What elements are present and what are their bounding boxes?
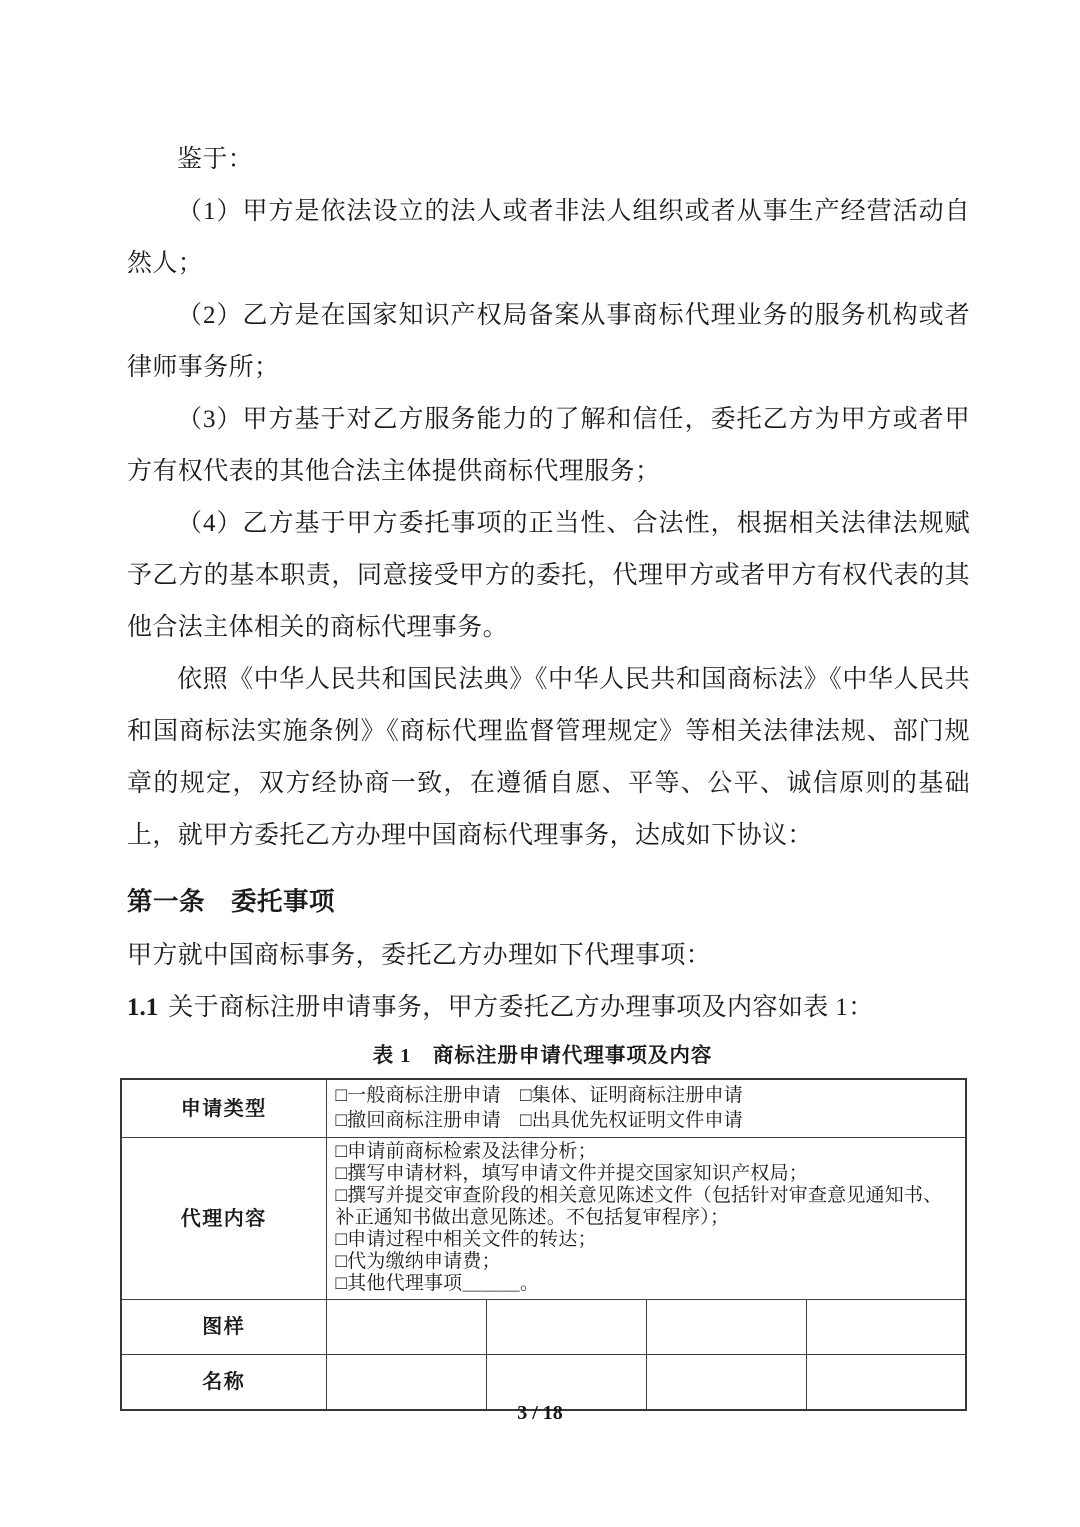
agency-content-items <box>326 1138 966 1300</box>
specimen-cell-2 <box>486 1300 646 1355</box>
row-agency-content <box>121 1138 966 1300</box>
agency-content-item-1: □申请前商标检索及法律分析； <box>335 1141 597 1162</box>
whereas-clause: 鉴于： <box>177 146 254 173</box>
specimen-label: 图样 <box>121 1300 326 1355</box>
clause-1-1 <box>127 982 970 1034</box>
recital-1: （1）甲方是依法设立的法人或者非法人组织或者从事生产经营活动自然人； <box>127 198 970 277</box>
specimen-cell-3 <box>646 1300 806 1355</box>
agency-content-item-2: □撰写申请材料，填写申请文件并提交国家知识产权局； <box>335 1163 808 1184</box>
application-type-label: 申请类型 <box>121 1079 326 1138</box>
recital-4: （4）乙方基于甲方委托事项的正当性、合法性，根据相关法律法规赋予乙方的基本职责，同意接受甲方的委托，代理甲方或者甲方有权代表的其他合法主体相关的商标代理事务。 <box>127 510 970 641</box>
entrustment-intro: 甲方就中国商标事务，委托乙方办理如下代理事项： <box>127 942 712 969</box>
application-type-options <box>326 1079 966 1138</box>
agency-content-item-3: □撰写并提交审查阶段的相关意见陈述文件（包括针对审查意见通知书、补正通知书做出意见陈述。不包括复审程序）； <box>335 1185 943 1228</box>
trademark-application-table <box>120 1078 967 1411</box>
document-body <box>127 134 970 1411</box>
row-application-type <box>121 1079 966 1138</box>
clause-1-1-number: 1.1 <box>127 994 159 1021</box>
clause-1-1-text: 关于商标注册申请事务，甲方委托乙方办理事项及内容如表 1： <box>168 994 874 1021</box>
article-1-heading: 第一条 委托事项 <box>127 887 336 916</box>
agency-content-item-6: □其他代理事项＿＿＿。 <box>335 1273 540 1294</box>
application-type-options-line-1: □一般商标注册申请 □集体、证明商标注册申请 <box>335 1085 743 1106</box>
application-type-options-line-2: □撤回商标注册申请 □出具优先权证明文件申请 <box>335 1110 743 1131</box>
recital-2: （2）乙方是在国家知识产权局备案从事商标代理业务的服务机构或者律师事务所； <box>127 302 970 381</box>
page-number: 3 / 18 <box>517 1402 563 1424</box>
agency-content-item-4: □申请过程中相关文件的转达； <box>335 1229 597 1250</box>
recital-3: （3）甲方基于对乙方服务能力的了解和信任，委托乙方为甲方或者甲方有权代表的其他合法主体提供商标代理服务； <box>127 406 970 485</box>
specimen-cell-4 <box>806 1300 966 1355</box>
name-label: 名称 <box>121 1355 326 1411</box>
table-1-caption: 表 1 商标注册申请代理事项及内容 <box>372 1045 713 1067</box>
specimen-cell-1 <box>326 1300 486 1355</box>
row-trademark-specimen <box>121 1300 966 1355</box>
agency-content-label: 代理内容 <box>121 1138 326 1300</box>
legal-basis-paragraph: 依照《中华人民共和国民法典》《中华人民共和国商标法》《中华人民共和国商标法实施条例》《商标代理监督管理规定》等相关法律法规、部门规章的规定，双方经协商一致，在遵循自愿、平等、公平、诚信原则的基础上，就甲方委托乙方办理中国商标代理事务，达成如下协议： <box>127 666 970 849</box>
agency-content-item-5: □代为缴纳申请费； <box>335 1251 501 1272</box>
